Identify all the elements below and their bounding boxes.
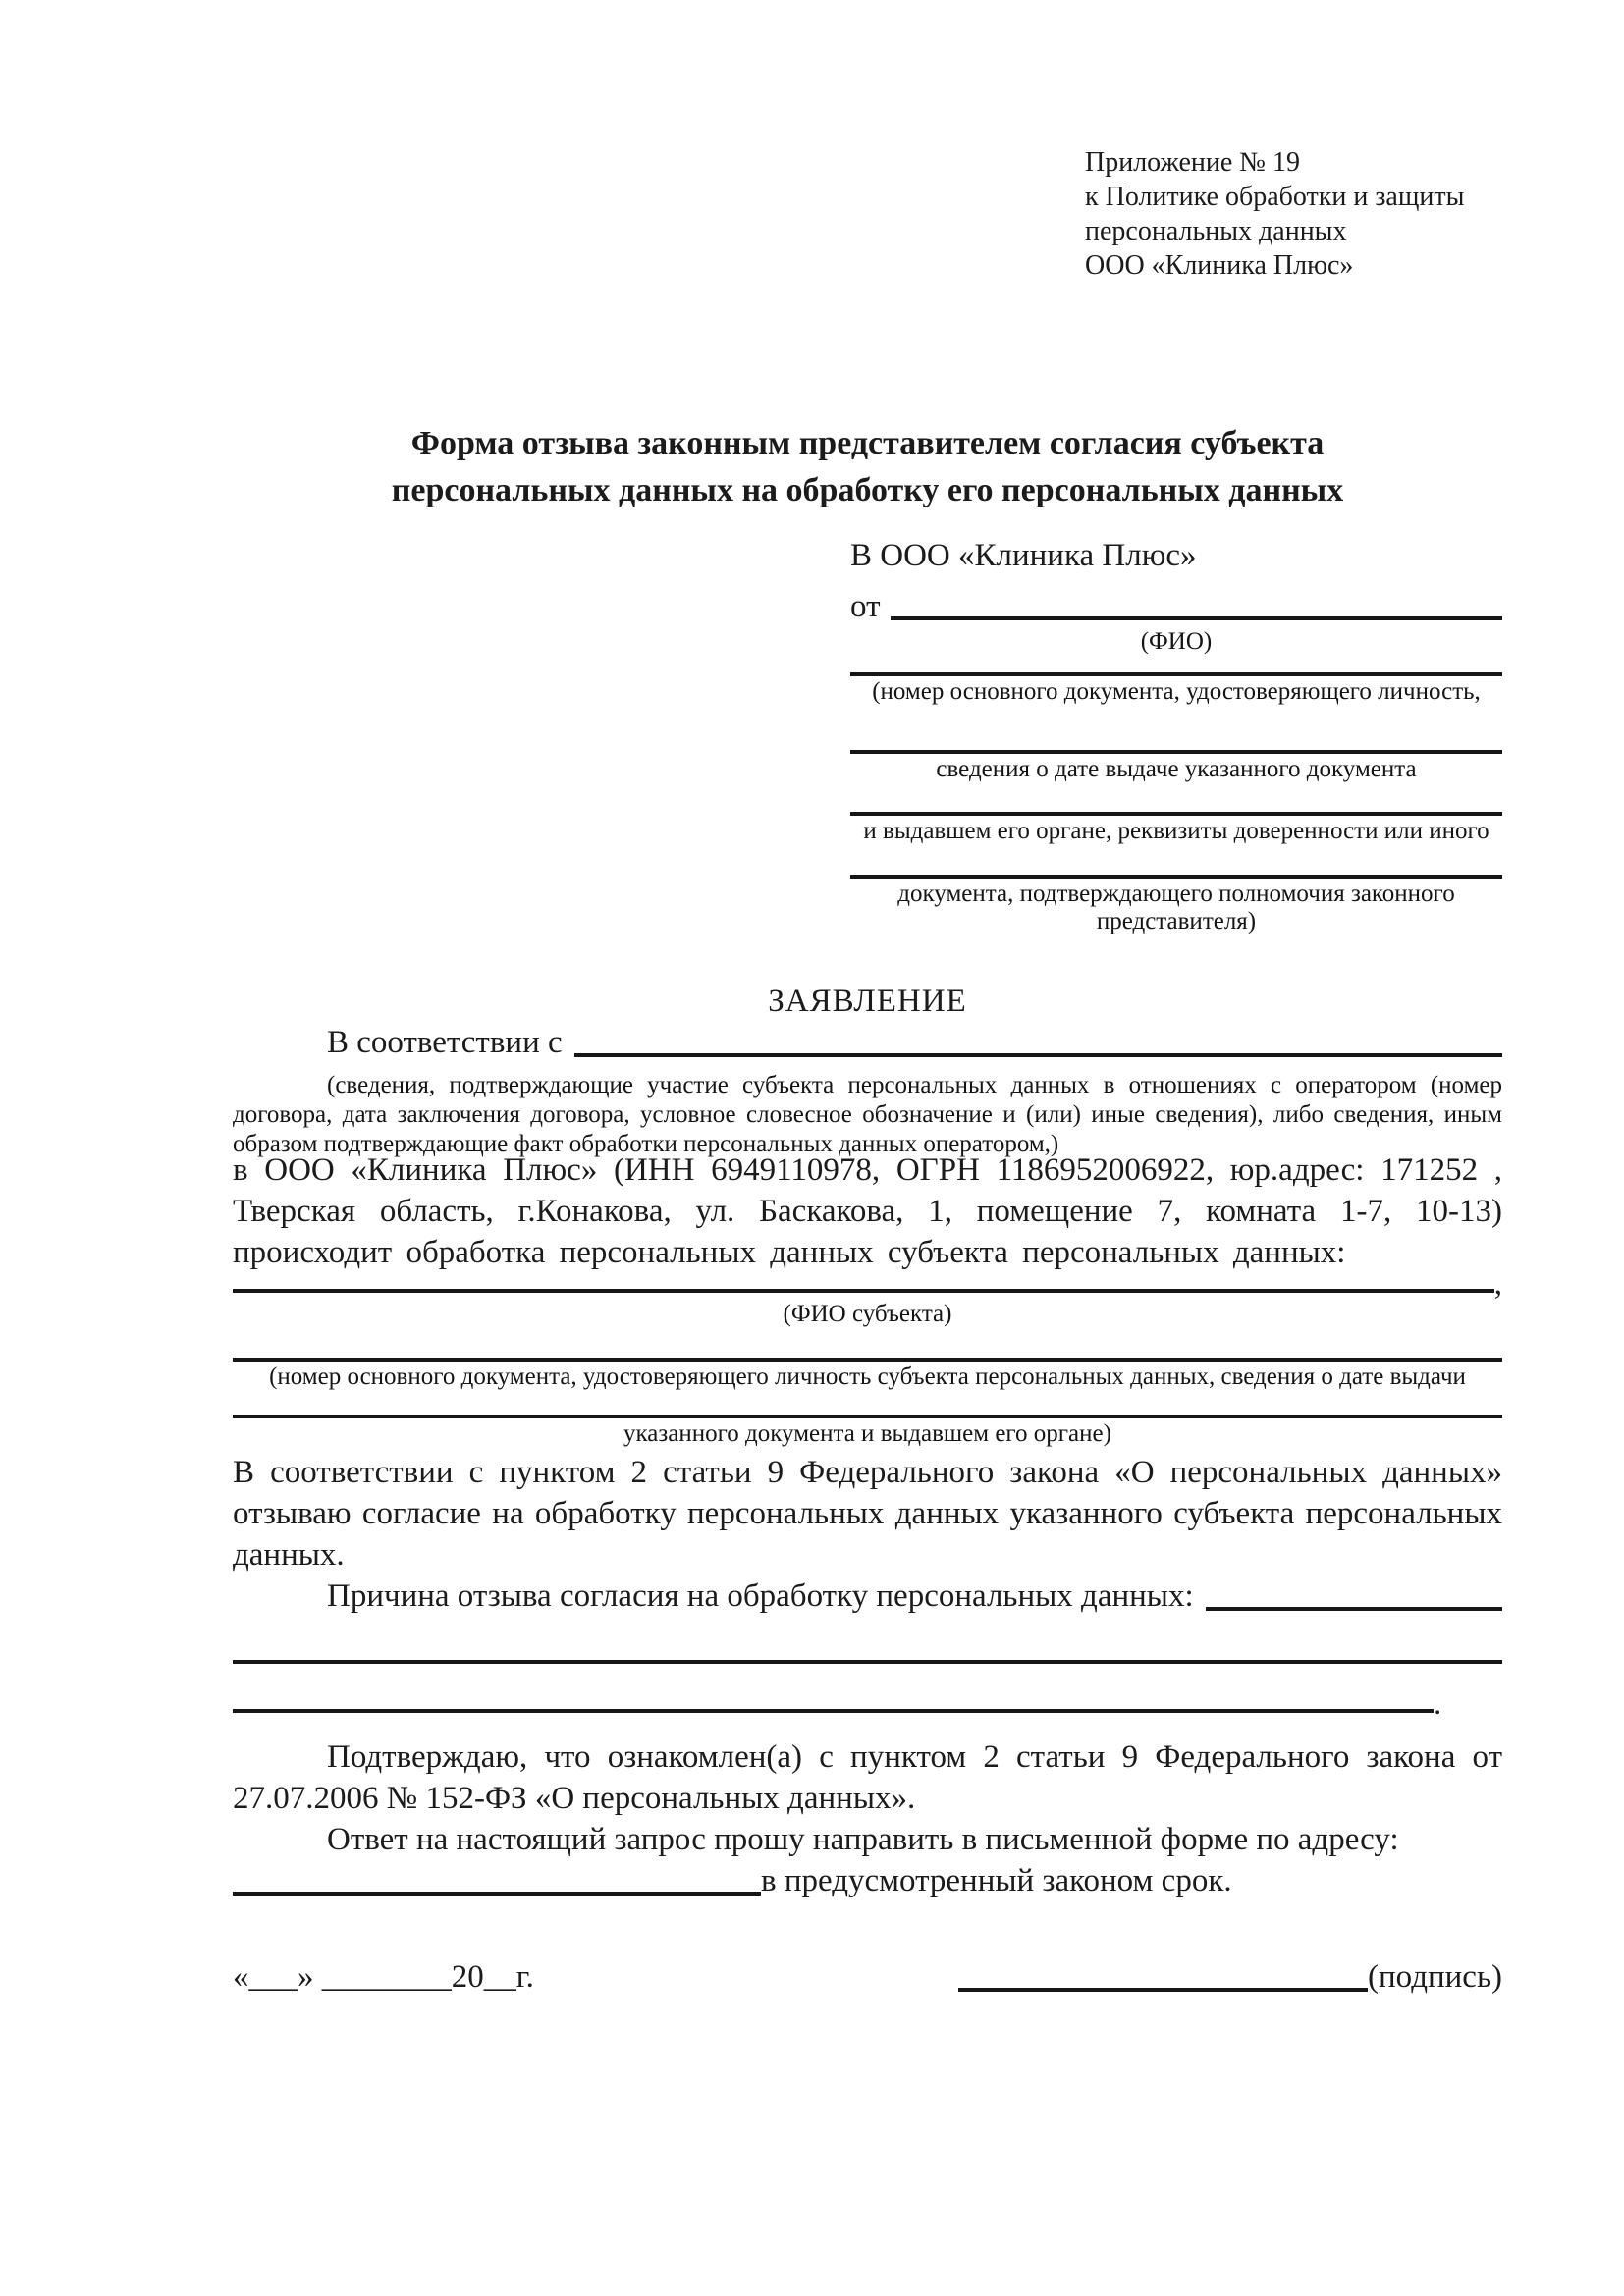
operator-paragraph: в ООО «Клиника Плюс» (ИНН 6949110978, ОГРН 1186952006922, юр.адрес: 171252 , Тверская область, г.Конакова, ул. Баскакова, 1, помещение 7, комната 1-7, 10-13) происходит обработка персональных данных субъекта персональных данных: (233, 1152, 1502, 1270)
reply-address-blank-line (233, 1892, 761, 1896)
annex-header-line: ООО «Клиника Плюс» (1085, 250, 1354, 281)
statement-heading: ЗАЯВЛЕНИЕ (768, 984, 967, 1019)
annex-header-line: к Политике обработки и защиты (1085, 182, 1465, 212)
subject-doc-blank-line (233, 1358, 1502, 1362)
intro-blank-line (574, 1053, 1502, 1057)
reason-blank-line (1206, 1607, 1502, 1611)
subject-doc-issuer-blank-line (233, 1415, 1502, 1418)
reply-address-line (233, 1860, 1502, 1901)
reason-final-blank-line (233, 1709, 1434, 1713)
addressee-block (850, 536, 1502, 935)
addressee-organization: В ООО «Клиника Плюс» (850, 538, 1197, 573)
fio-caption: (ФИО) (1140, 628, 1213, 655)
date-line: «___» ________20__г. (233, 1959, 534, 1995)
reply-request-tail: в предусмотренный законом срок. (761, 1863, 1232, 1898)
footer-row (233, 1956, 1502, 1998)
confirmation-paragraph: Подтверждаю, что ознакомлен(а) с пунктом 2 статьи 9 Федерального закона от 27.07.2006 № 152-ФЗ «О персональных данных». (233, 1739, 1502, 1816)
annex-header (1085, 145, 1502, 283)
signature-area (958, 1956, 1502, 1998)
annex-header-line: Приложение № 19 (1085, 147, 1300, 178)
reason-continuation-blank-line (233, 1660, 1502, 1664)
withdrawal-paragraph: В соответствии с пунктом 2 статьи 9 Федерального закона «О персональных данных» отзываю согласие на обработку персональных данных указанного субъекта персональных данных. (233, 1455, 1502, 1573)
from-line (850, 587, 1502, 626)
signature-blank-line (958, 1988, 1368, 1992)
trailing-period: . (1434, 1686, 1442, 1722)
doc-issuer-blank-line (850, 812, 1502, 816)
trailing-comma: , (1493, 1266, 1502, 1302)
doc-issuer-caption: и выдавшем его органе, реквизиты доверенности или иного (863, 818, 1489, 844)
from-fio-blank-line (891, 616, 1503, 620)
reply-request-label: Ответ на настоящий запрос прошу направить в письменной форме по адресу: (327, 1822, 1399, 1857)
form-title-line2: персональных данных на обработку его персональных данных (391, 472, 1344, 508)
representative-doc-caption: (номер основного документа, удостоверяющего личность, (872, 678, 1481, 705)
intro-line (233, 1022, 1502, 1063)
reason-line (233, 1575, 1502, 1617)
intro-label: В соответствии с (327, 1025, 563, 1060)
annex-header-line: персональных данных (1085, 216, 1347, 246)
signature-caption: (подпись) (1368, 1959, 1502, 1995)
representative-doc-blank-line (850, 672, 1502, 676)
form-title-line1: Форма отзыва законным представителем согласия субъекта (410, 425, 1325, 461)
reason-label: Причина отзыва согласия на обработку персональных данных: (327, 1578, 1194, 1614)
subject-doc-caption-1: (номер основного документа, удостоверяющего личность субъекта персональных данных, сведения о дате выдачи (269, 1363, 1466, 1390)
subject-fio-caption: (ФИО субъекта) (783, 1301, 952, 1327)
intro-fine-print: (сведения, подтверждающие участие субъекта персональных данных в отношениях с оператором (номер договора, дата заключения договора, условное словесное обозначение и (или) иные сведения), либо сведения, иным образом подтверждающие факт обработки персональных данных оператором,) (233, 1072, 1502, 1157)
doc-issue-date-blank-line (850, 750, 1502, 754)
subject-doc-caption-2: указанного документа и выдавшем его органе) (623, 1420, 1111, 1447)
authority-doc-blank-line (850, 875, 1502, 879)
subject-fio-line (233, 1266, 1502, 1302)
from-label: от (850, 589, 881, 624)
reason-final-line (233, 1686, 1502, 1722)
doc-issue-date-caption: сведения о дате выдаче указанного документа (936, 756, 1417, 782)
subject-fio-blank-line (233, 1289, 1494, 1293)
authority-doc-caption: документа, подтверждающего полномочия законного представителя) (897, 881, 1455, 934)
form-title (233, 420, 1502, 514)
